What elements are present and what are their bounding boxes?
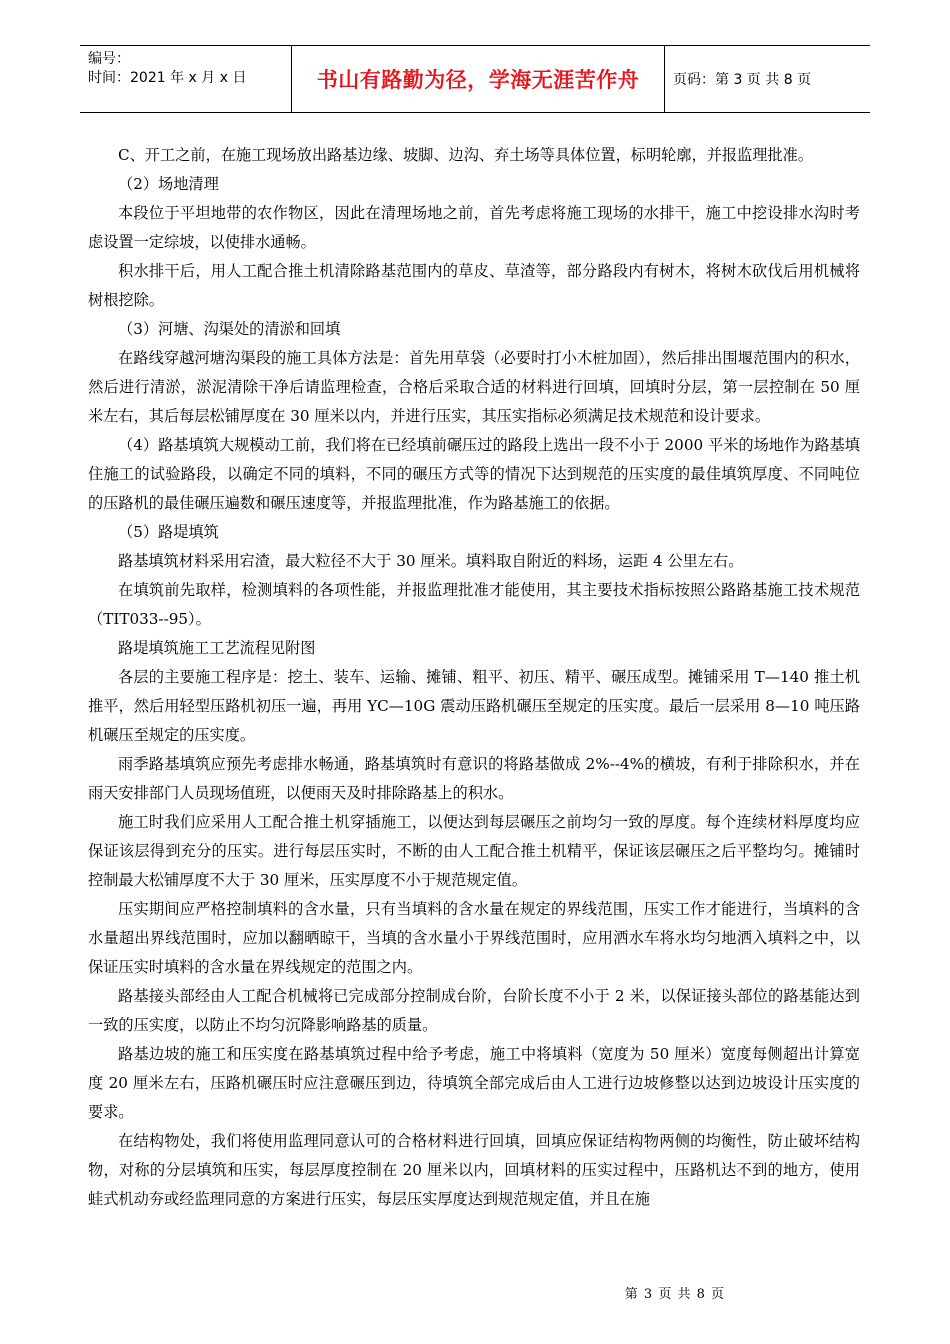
paragraph: 路基接头部经由人工配合机械将已完成部分控制成台阶，台阶长度不小于 2 米，以保证接头部位的路基能达到一致的压实度，以防止不均匀沉降影响路基的质量。 — [88, 987, 860, 1034]
paragraph: C、开工之前，在施工现场放出路基边缘、坡脚、边沟、弃土场等具体位置，标明轮廓，并报监理批准。 — [118, 146, 814, 164]
section-heading: （5）路堤填筑 — [118, 523, 219, 541]
paragraph: 在结构物处，我们将使用监理同意认可的合格材料进行回填，回填应保证结构物两侧的均衡性，防止破坏结构物，对称的分层填筑和压实，每层厚度控制在 20 厘米以内，回填材料的压实过程中，压路机达不到的地方，使用蛙式机动夯或经监理同意的方案进行压实，每层压实厚度达到规范规定值，并且在施 — [88, 1132, 860, 1208]
paragraph: 各层的主要施工程序是：挖土、装车、运输、摊铺、粗平、初压、精平、碾压成型。摊铺采用 T—140 推土机推平，然后用轻型压路机初压一遍，再用 YC—10G 震动压路机碾压至规定的压实度。最后一层采用 8—10 吨压路机碾压至规定的压实度。 — [88, 668, 860, 744]
paragraph: 压实期间应严格控制填料的含水量，只有当填料的含水量在规定的界线范围，压实工作才能进行，当填料的含水量超出界线范围时，应加以翻晒晾干，当填的含水量小于界线范围时，应用洒水车将水均匀地洒入填料之中，以保证压实时填料的含水量在界线规定的范围之内。 — [88, 900, 860, 976]
section-heading: （3）河塘、沟渠处的清淤和回填 — [118, 320, 341, 338]
paragraph: 施工时我们应采用人工配合推土机穿插施工，以便达到每层碾压之前均匀一致的厚度。每个连续材料厚度均应保证该层得到充分的压实。进行每层压实时，不断的由人工配合推土机精平，保证该层碾压之后平整均匀。摊铺时控制最大松铺厚度不大于 30 厘米，压实厚度不小于规范规定值。 — [88, 813, 860, 889]
paragraph: （4）路基填筑大规模动工前，我们将在已经填前碾压过的路段上选出一段不小于 2000 平米的场地作为路基填住施工的试验路段，以确定不同的填料，不同的碾压方式等的情况下达到规范的压实度的最佳填筑厚度、不同吨位的压路机的最佳碾压遍数和碾压速度等，并报监理批准，作为路基施工的依据。 — [88, 436, 860, 512]
header-info — [80, 46, 292, 112]
page-header — [80, 45, 870, 113]
paragraph: 本段位于平坦地带的农作物区，因此在清理场地之前，首先考虑将施工现场的水排干，施工中挖设排水沟时考虑设置一定综坡，以使排水通畅。 — [88, 204, 860, 251]
header-motto: 书山有路勤为径，学海无涯苦作舟 — [292, 46, 665, 112]
paragraph: 雨季路基填筑应预先考虑排水畅通，路基填筑时有意识的将路基做成 2%--4%的横坡，有利于排除积水，并在雨天安排部门人员现场值班，以便雨天及时排除路基上的积水。 — [88, 755, 860, 802]
header-page-number: 页码：第 3 页 共 8 页 — [673, 72, 812, 88]
document-date: 时间：2021 年 x 月 x 日 — [88, 70, 247, 86]
paragraph: 路基填筑材料采用宕渣，最大粒径不大于 30 厘米。填料取自附近的料场，运距 4 公里左右。 — [118, 552, 744, 570]
paragraph: 积水排干后，用人工配合推土机清除路基范围内的草皮、草渣等，部分路段内有树木，将树木砍伐后用机械将树根挖除。 — [88, 262, 860, 309]
paragraph: 在填筑前先取样，检测填料的各项性能，并报监理批准才能使用，其主要技术指标按照公路路基施工技术规范（TIT033--95）。 — [88, 581, 860, 628]
page-footer: 第 3 页 共 8 页 — [624, 1287, 725, 1302]
paragraph: 路堤填筑施工工艺流程见附图 — [118, 639, 316, 657]
document-body — [88, 141, 860, 1214]
paragraph: 路基边坡的施工和压实度在路基填筑过程中给予考虑，施工中将填料（宽度为 50 厘米）宽度每侧超出计算宽度 20 厘米左右，压路机碾压时应注意碾压到边，待填筑全部完成后由人工进行边坡修整以达到边坡设计压实度的要求。 — [88, 1045, 860, 1121]
paragraph: 在路线穿越河塘沟渠段的施工具体方法是：首先用草袋（必要时打小木桩加固），然后排出围堰范围内的积水，然后进行清淤，淤泥清除干净后请监理检查，合格后采取合适的材料进行回填，回填时分层，第一层控制在 50 厘米左右，其后每层松铺厚度在 30 厘米以内，并进行压实，其压实指标必须满足技术规范和设计要求。 — [88, 349, 860, 425]
section-heading: （2）场地清理 — [118, 175, 219, 193]
document-number-label: 编号： — [88, 51, 130, 67]
